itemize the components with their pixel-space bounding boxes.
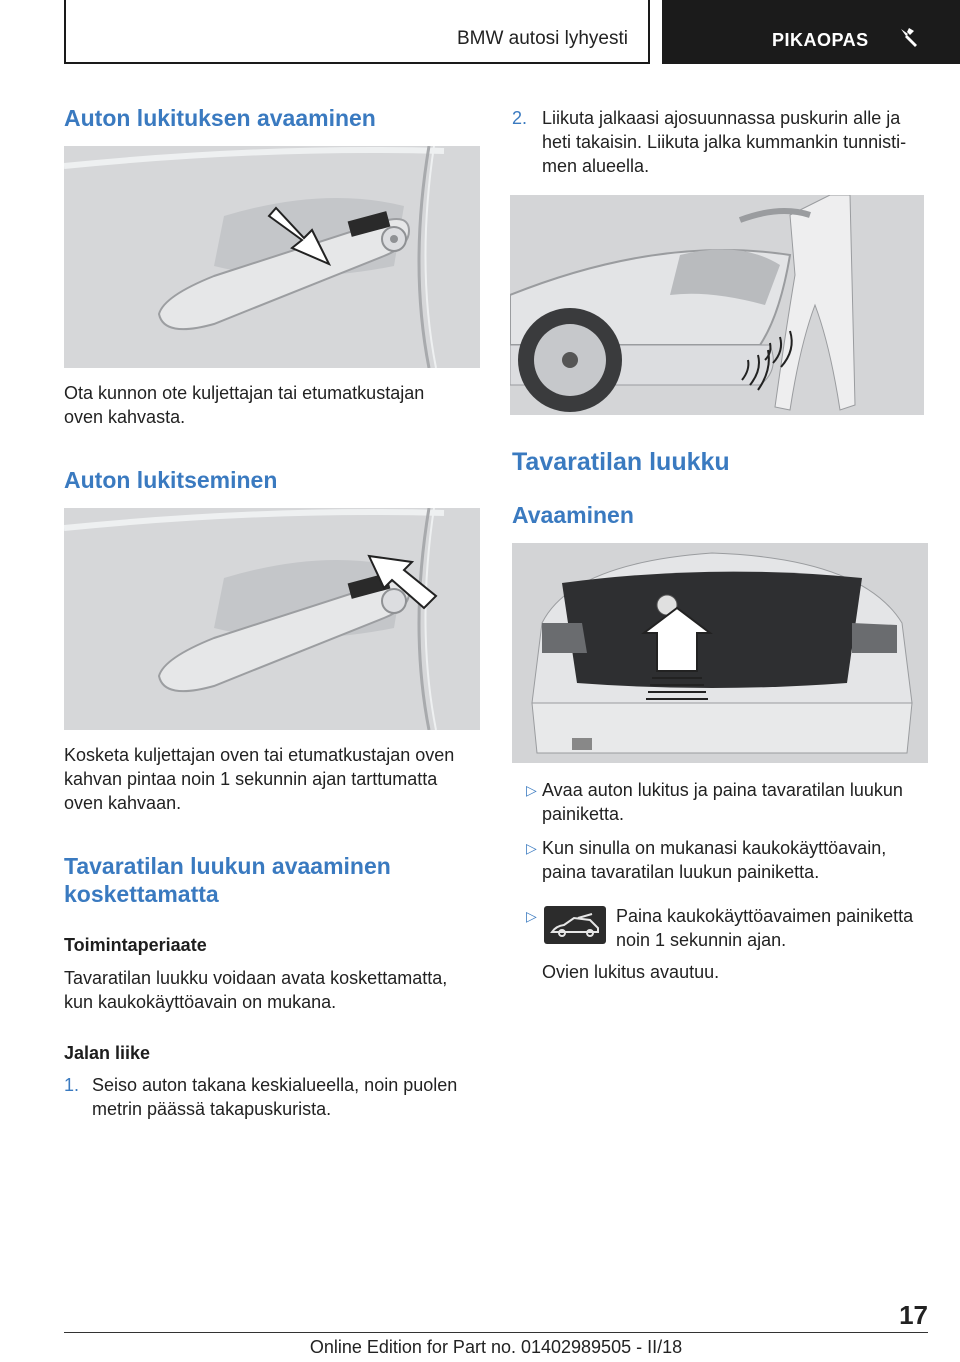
bullet-2-line-1: Kun sinulla on mukanasi kaukokäyttöavain, xyxy=(542,838,887,858)
bullet-marker-3: ▷ xyxy=(526,908,537,924)
subheading-foot-movement: Jalan liike xyxy=(64,1043,151,1063)
bullet-2-line-2: paina tavaratilan luukun painiketta. xyxy=(542,862,820,882)
step-1-number: 1. xyxy=(64,1075,80,1095)
step-2-line-2: heti takaisin. Liikuta jalka kummankin tunnisti- xyxy=(542,132,907,152)
bullet-3-line-1: Paina kaukokäyttöavaimen painiketta xyxy=(616,906,914,926)
door-handle-lock-image xyxy=(64,508,480,730)
bullet-marker-2: ▷ xyxy=(526,840,537,856)
step-2-number: 2. xyxy=(512,108,528,128)
footer-edition: Online Edition for Part no. 01402989505 - II/18 xyxy=(309,1337,683,1357)
step-1-line-1: Seiso auton takana keskialueella, noin puolen xyxy=(92,1075,458,1095)
step-1-line-2: metrin päässä takapuskurista. xyxy=(92,1099,332,1119)
heading-unlock: Auton lukituksen avaaminen xyxy=(64,105,376,131)
paragraph-principle-2: kun kaukokäyttöavain on mukana. xyxy=(64,992,337,1012)
bullet-3-line-2: noin 1 sekunnin ajan. xyxy=(616,930,787,950)
bullet-1-line-1: Avaa auton lukitus ja paina tavaratilan luukun xyxy=(542,780,903,800)
paragraph-unlock-1: Ota kunnon ote kuljettajan tai etumatkustajan xyxy=(64,383,425,403)
section-title: BMW autosi lyhyesti xyxy=(456,28,628,49)
footer-divider xyxy=(64,1332,928,1333)
heading-lock: Auton lukitseminen xyxy=(64,467,278,493)
paragraph-lock-1: Kosketa kuljettajan oven tai etumatkustajan oven xyxy=(64,745,455,765)
subheading-principle: Toimintaperiaate xyxy=(64,935,207,955)
header-box xyxy=(64,0,650,64)
tool-icon xyxy=(898,26,920,48)
paragraph-unlock-2: oven kahvasta. xyxy=(64,407,186,427)
step-2-line-1: Liikuta jalkaasi ajosuunnassa puskurin alle ja xyxy=(542,108,901,128)
trunk-opening-image xyxy=(512,543,928,763)
foot-sensor-image xyxy=(510,195,924,415)
door-handle-unlock-image xyxy=(64,146,480,368)
chapter-tab[interactable] xyxy=(662,0,960,64)
heading-opening: Avaaminen xyxy=(512,502,634,528)
paragraph-lock-3: oven kahvaan. xyxy=(64,793,182,813)
page-number: 17 xyxy=(899,1300,928,1330)
heading-contactless-1: Tavaratilan luukun avaaminen xyxy=(64,853,391,879)
bullet-1-line-2: painiketta. xyxy=(542,804,625,824)
heading-contactless-2: koskettamatta xyxy=(64,881,219,907)
heading-trunk-lid: Tavaratilan luukku xyxy=(512,448,730,476)
bullet-marker-1: ▷ xyxy=(526,782,537,798)
step-2-line-3: men alueella. xyxy=(542,156,650,176)
trunk-open-key-icon xyxy=(544,906,606,944)
result-text: Ovien lukitus avautuu. xyxy=(542,962,720,982)
chapter-tab-label: PIKAOPAS xyxy=(772,30,869,50)
paragraph-principle-1: Tavaratilan luukku voidaan avata koskettamatta, xyxy=(64,968,448,988)
paragraph-lock-2: kahvan pintaa noin 1 sekunnin ajan tarttumatta xyxy=(64,769,438,789)
